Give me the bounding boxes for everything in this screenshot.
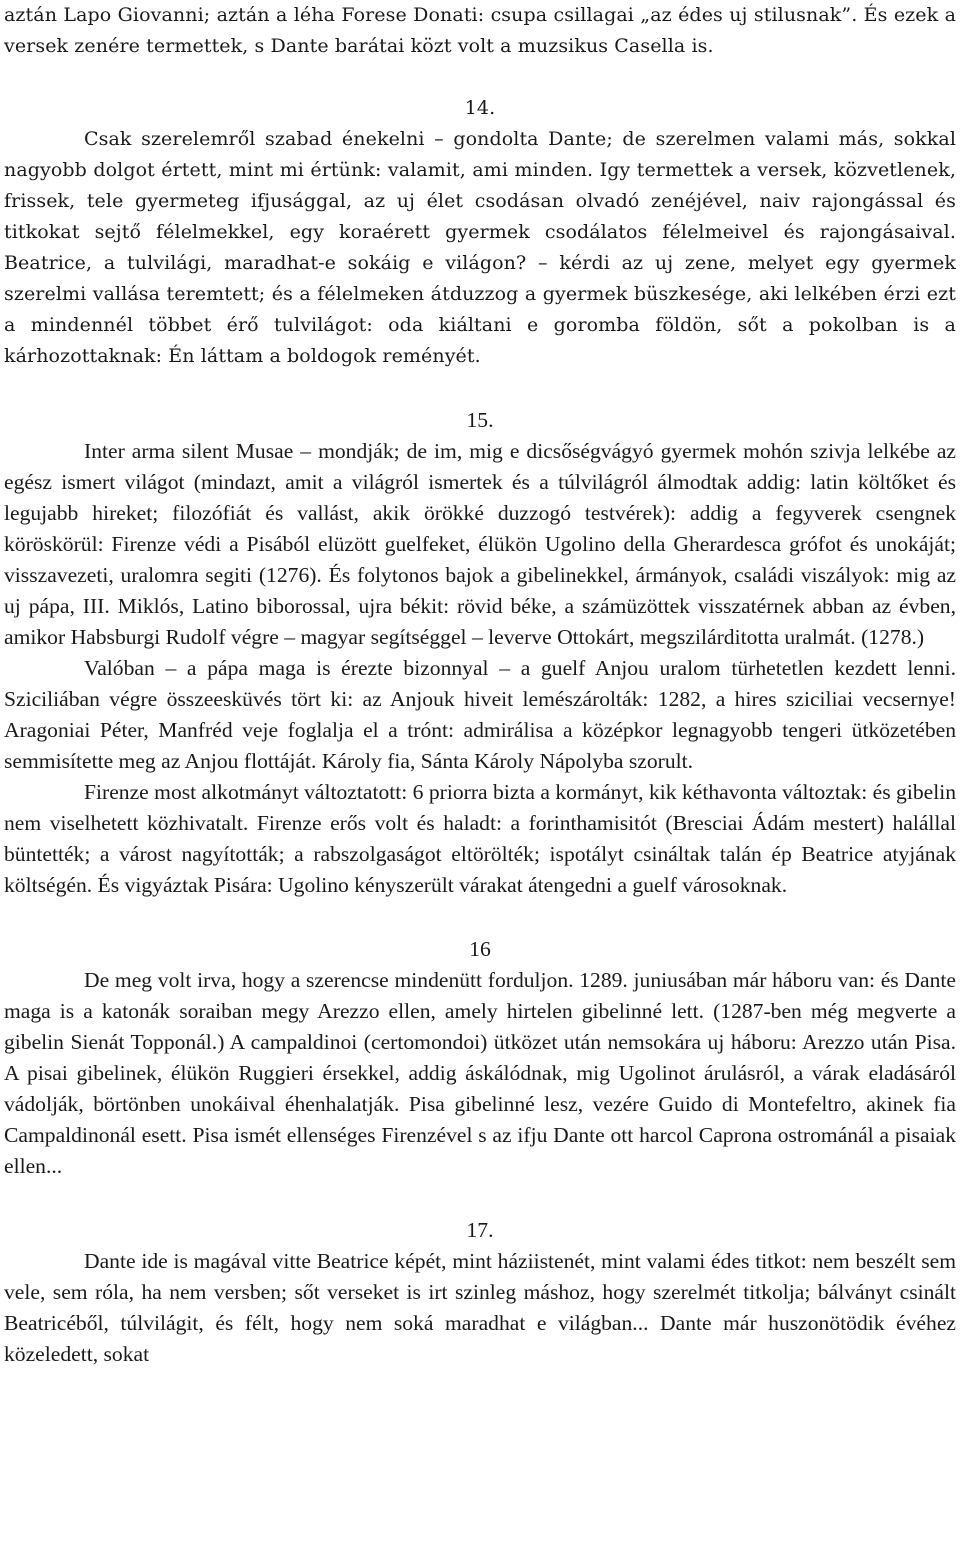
spacer xyxy=(4,62,956,93)
section-14-paragraph-1: Csak szerelemről szabad énekelni – gondolta Dante; de szerelmen valami más, sokkal nagyobb dolgot értett, mint mi értünk: valamit, ami minden. Igy termettek a versek, közvetlenek, frissek, tele gyermeteg ifjusággal, az uj élet csodásan olvadó zenéjével, naiv rajongással és titkokat sejtő félelmekkel, egy koraérett gyermek csodálatos félelmeivel és rajongásaival. Beatrice, a tulvilági, maradhat-e sokáig e világon? – kérdi az uj zene, melyet egy gyermek szerelmi vallása teremtett; és a félelmeken átduzzog a gyermek büszkesége, aki lelkében érzi ezt a mindennél többet érő tulvilágot: oda kiáltani e goromba földön, sőt a pokolban is a kárhozottaknak: Én láttam a boldogok reményét. xyxy=(4,128,956,367)
intro-paragraph: aztán Lapo Giovanni; aztán a léha Forese Donati: csupa csillagai „az édes uj stilusnak”. És ezek a versek zenére termettek, s Dante barátai közt volt a muzsikus Casella is. xyxy=(4,4,956,57)
section-15-paragraph-3: Firenze most alkotmányt változtatott: 6 priorra bizta a kormányt, kik kéthavonta változtak: és gibelin nem viselhetett közhivatalt. Firenze erős volt és haladt: a forinthamisitót (Bresciai Ádám mestert) halállal büntették; a várost nagyították; a rabszolgaságot eltörölték; ispotályt csináltak talán ép Beatrice atyjának költségén. És vigyáztak Pisára: Ugolino kényszerült várakat átengedni a guelf városoknak. xyxy=(4,780,956,897)
spacer xyxy=(4,1182,956,1215)
section-17-paragraph-1: Dante ide is magával vitte Beatrice képét, mint háziistenét, mint valami édes titkot: nem beszélt sem vele, sem róla, ha nem versben; sőt verseket is irt szinleg máshoz, hogy szerelmét titkolja; bálványt csinált Beatricéből, túlvilágit, és félt, hogy nem soká maradhat e világban... Dante már huszonötödik évéhez közeledett, sokat xyxy=(4,1249,956,1366)
section-16-paragraph-1: De meg volt irva, hogy a szerencse mindenütt forduljon. 1289. juniusában már háboru van: és Dante maga is a katonák soraiban megy Arezzo ellen, amely hirtelen gibelinné lett. (1287-ben még megverte a gibelin Sienát Topponál.) A campaldinoi (certomondoi) ütközet után nemsokára uj háboru: Arezzo után Pisa. A pisai gibelinek, élükön Ruggieri érsekkel, addig áskálódnak, mig Ugolinot árulásról, a várak eladásáról vádolják, börtönben unokáival éhenhalatják. Pisa gibelinné lesz, vezére Guido di Montefeltro, akinek fia Campaldinonál esett. Pisa ismét ellenséges Firenzével s az ifju Dante ott harcol Caprona ostrománál a pisaiak ellen... xyxy=(4,968,956,1178)
section-number-15: 15. xyxy=(466,408,494,432)
spacer xyxy=(4,372,956,405)
section-number-16: 16 xyxy=(469,937,491,961)
section-number-17: 17. xyxy=(466,1218,494,1242)
section-15-paragraph-1: Inter arma silent Musae – mondják; de im, mig e dicsőségvágyó gyermek mohón szivja lelkébe az egész ismert világot (mindazt, amit a világról ismertek és a túlvilágról álmodtak addig: latin költőket és legujabb hireket; filozófiát és vallást, akik örökké duzzogó testvérek): addig a fegyverek csengnek köröskörül: Firenze védi a Pisából elüzött guelfeket, élükön Ugolino della Gherardesca grófot és unokáját; visszavezeti, uralomra segiti (1276). És folytonos bajok a gibelinekkel, ármányok, családi viszályok: mig az uj pápa, III. Miklós, Latino biborossal, ujra békit: rövid béke, a számüzöttek visszatérnek abban az évben, amikor Habsburgi Rudolf végre – magyar segítséggel – leverve Ottokárt, megszilárditotta uralmát. (1278.) xyxy=(4,439,956,649)
section-number-14: 14. xyxy=(464,97,496,119)
section-b xyxy=(4,405,956,1370)
section-a xyxy=(4,0,956,372)
section-15-paragraph-2: Valóban – a pápa maga is érezte bizonnyal – a guelf Anjou uralom türhetetlen kezdett lenni. Sziciliában végre összeesküvés tört ki: az Anjouk hiveit lemészárolták: 1282, a hires sziciliai vecsernye! Aragoniai Péter, Manfréd veje foglalja el a trónt: admirálisa a középkor legnagyobb tengeri ütközetében semmisítette meg az Anjou flottáját. Károly fia, Sánta Károly Nápolyba szorult. xyxy=(4,656,956,773)
spacer xyxy=(4,901,956,934)
